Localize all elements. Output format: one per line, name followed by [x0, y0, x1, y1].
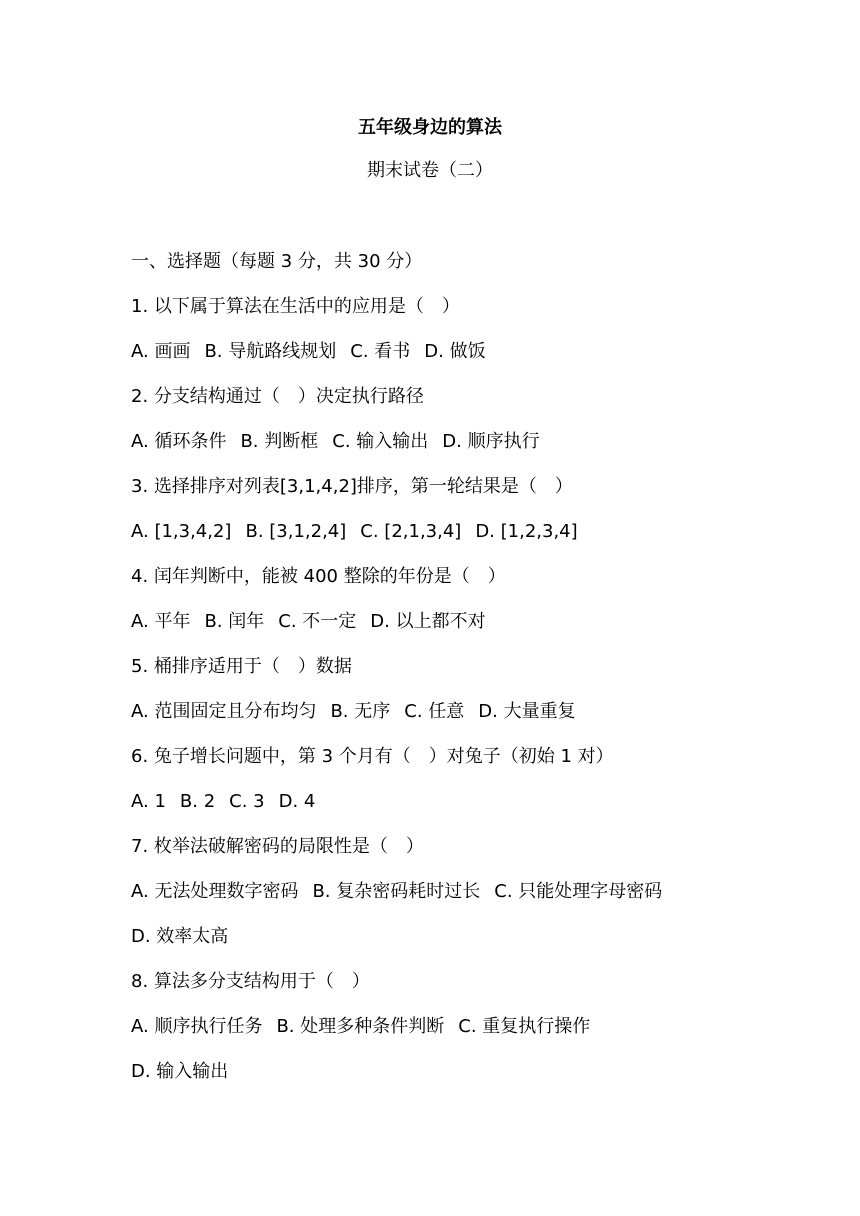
question-6-options	[131, 788, 741, 816]
question-8-options-line-1	[131, 1013, 741, 1041]
question-1-options	[131, 338, 741, 366]
question-5-option-a: A. 范围固定且分布均匀	[131, 701, 317, 722]
question-6-option-c: C. 3	[229, 791, 265, 812]
question-1-option-b: B. 导航路线规划	[204, 341, 337, 362]
question-2-options	[131, 428, 741, 456]
question-6-option-d: D. 4	[278, 791, 316, 812]
question-6-stem: 6. 兔子增长问题中，第 3 个月有（ ）对兔子（初始 1 对）	[131, 746, 614, 767]
question-8-stem: 8. 算法多分支结构用于（ ）	[131, 971, 370, 992]
question-7-options-line-1	[131, 878, 741, 906]
question-1-option-c: C. 看书	[350, 341, 411, 362]
question-4-option-d: D. 以上都不对	[370, 611, 486, 632]
question-5-option-c: C. 任意	[404, 701, 465, 722]
question-1-option-a: A. 画画	[131, 341, 191, 362]
question-4-options	[131, 608, 741, 636]
question-5-option-d: D. 大量重复	[478, 701, 576, 722]
question-3-option-d: D. [1,2,3,4]	[475, 521, 578, 542]
question-4-option-b: B. 闰年	[204, 611, 265, 632]
page-title: 五年级身边的算法	[358, 117, 502, 138]
question-8-option-b: B. 处理多种条件判断	[276, 1016, 445, 1037]
question-3-option-b: B. [3,1,2,4]	[245, 521, 347, 542]
question-7-option-d: D. 效率太高	[131, 926, 229, 947]
question-7-option-c: C. 只能处理字母密码	[494, 881, 663, 902]
question-8-option-d: D. 输入输出	[131, 1061, 229, 1082]
question-2-option-a: A. 循环条件	[131, 431, 227, 452]
question-6-option-b: B. 2	[179, 791, 216, 812]
question-5-option-b: B. 无序	[330, 701, 391, 722]
question-7-options-line-2	[131, 923, 741, 951]
question-3-option-a: A. [1,3,4,2]	[131, 521, 232, 542]
section-heading: 一、选择题（每题 3 分，共 30 分）	[131, 251, 423, 272]
page-subtitle: 期末试卷（二）	[367, 160, 493, 181]
question-8-options-line-2	[131, 1058, 741, 1086]
question-5-options	[131, 698, 741, 726]
question-7-stem: 7. 枚举法破解密码的局限性是（ ）	[131, 836, 424, 857]
question-6-option-a: A. 1	[131, 791, 166, 812]
question-1-option-d: D. 做饭	[424, 341, 486, 362]
question-4-stem: 4. 闰年判断中，能被 400 整除的年份是（ ）	[131, 566, 506, 587]
question-7-option-b: B. 复杂密码耗时过长	[312, 881, 481, 902]
question-5-stem: 5. 桶排序适用于（ ）数据	[131, 656, 352, 677]
question-3-stem: 3. 选择排序对列表[3,1,4,2]排序，第一轮结果是（ ）	[131, 476, 573, 497]
question-3-options	[131, 518, 741, 546]
question-7-option-a: A. 无法处理数字密码	[131, 881, 299, 902]
question-2-option-c: C. 输入输出	[332, 431, 429, 452]
question-4-option-c: C. 不一定	[278, 611, 357, 632]
question-3-option-c: C. [2,1,3,4]	[360, 521, 462, 542]
question-1-stem: 1. 以下属于算法在生活中的应用是（ ）	[131, 296, 460, 317]
question-2-option-b: B. 判断框	[240, 431, 319, 452]
question-2-option-d: D. 顺序执行	[442, 431, 540, 452]
question-2-stem: 2. 分支结构通过（ ）决定执行路径	[131, 386, 424, 407]
question-4-option-a: A. 平年	[131, 611, 191, 632]
question-8-option-c: C. 重复执行操作	[458, 1016, 591, 1037]
question-8-option-a: A. 顺序执行任务	[131, 1016, 263, 1037]
